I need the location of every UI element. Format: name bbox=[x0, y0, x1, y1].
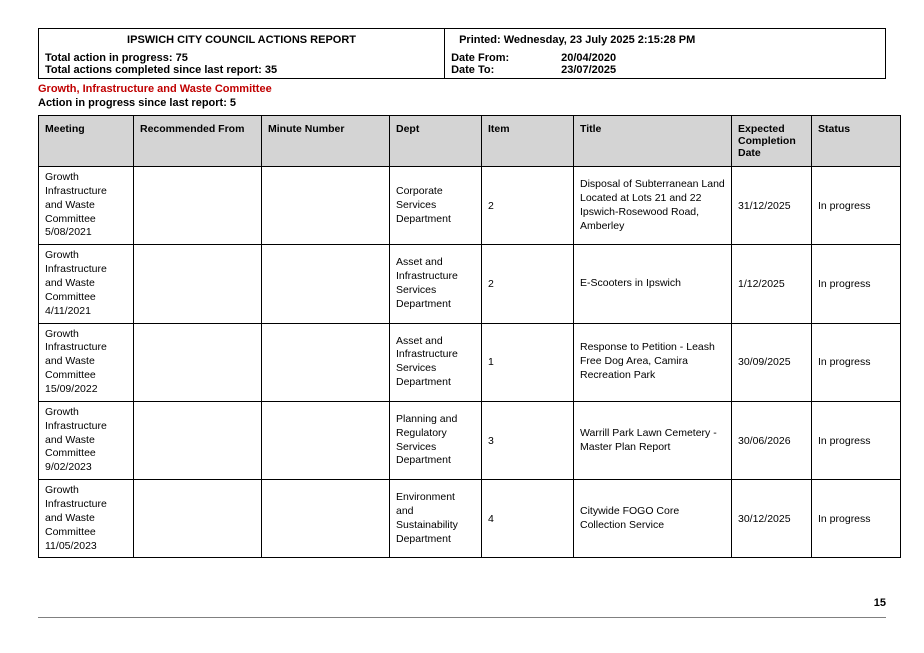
report-title-cell bbox=[39, 29, 445, 50]
cell-minute-number bbox=[262, 401, 390, 479]
cell-dept: Planning and Regulatory Services Department bbox=[390, 401, 482, 479]
cell-title: E-Scooters in Ipswich bbox=[574, 245, 732, 323]
cell-status: In progress bbox=[812, 167, 901, 245]
date-from-row bbox=[451, 52, 879, 64]
column-header-title: Title bbox=[574, 116, 732, 167]
actions-table bbox=[38, 115, 901, 558]
cell-expected-completion-date: 1/12/2025 bbox=[732, 245, 812, 323]
cell-recommended-from bbox=[134, 245, 262, 323]
cell-title: Response to Petition - Leash Free Dog Area, Camira Recreation Park bbox=[574, 323, 732, 401]
date-to-row bbox=[451, 64, 879, 76]
printed-label: Printed: Wednesday, 23 July 2025 2:15:28 PM bbox=[459, 34, 696, 46]
cell-item: 2 bbox=[482, 245, 574, 323]
cell-title: Warrill Park Lawn Cemetery - Master Plan Report bbox=[574, 401, 732, 479]
cell-item: 3 bbox=[482, 401, 574, 479]
cell-status: In progress bbox=[812, 245, 901, 323]
cell-item: 1 bbox=[482, 323, 574, 401]
totals-cell bbox=[39, 50, 445, 78]
cell-recommended-from bbox=[134, 167, 262, 245]
cell-status: In progress bbox=[812, 401, 901, 479]
cell-expected-completion-date: 30/06/2026 bbox=[732, 401, 812, 479]
cell-minute-number bbox=[262, 480, 390, 558]
print-info-cell bbox=[445, 29, 885, 50]
report-header-title-row bbox=[39, 29, 885, 50]
date-from-label: Date From: bbox=[451, 52, 510, 64]
column-header-expected-completion-date: Expected Completion Date bbox=[732, 116, 812, 167]
cell-expected-completion-date: 30/09/2025 bbox=[732, 323, 812, 401]
actions-table-body bbox=[39, 167, 901, 558]
table-row bbox=[39, 167, 901, 245]
date-range-cell bbox=[445, 50, 885, 78]
cell-expected-completion-date: 30/12/2025 bbox=[732, 480, 812, 558]
cell-recommended-from bbox=[134, 480, 262, 558]
cell-meeting: Growth Infrastructure and Waste Committee 11/05/2023 bbox=[39, 480, 134, 558]
cell-meeting: Growth Infrastructure and Waste Committee 15/09/2022 bbox=[39, 323, 134, 401]
cell-title: Disposal of Subterranean Land Located at Lots 21 and 22 Ipswich-Rosewood Road, Amberley bbox=[574, 167, 732, 245]
cell-status: In progress bbox=[812, 323, 901, 401]
committee-title: Growth, Infrastructure and Waste Committee bbox=[38, 83, 272, 95]
page-number: 15 bbox=[873, 597, 886, 609]
cell-expected-completion-date: 31/12/2025 bbox=[732, 167, 812, 245]
column-header-item: Item bbox=[482, 116, 574, 167]
total-in-progress: Total action in progress: 75 bbox=[45, 52, 188, 64]
date-to-label: Date To: bbox=[451, 64, 495, 76]
table-row bbox=[39, 480, 901, 558]
actions-table-header bbox=[39, 116, 901, 167]
actions-table-container bbox=[38, 115, 900, 558]
table-row bbox=[39, 245, 901, 323]
cell-meeting: Growth Infrastructure and Waste Committee 4/11/2021 bbox=[39, 245, 134, 323]
cell-meeting: Growth Infrastructure and Waste Committee 5/08/2021 bbox=[39, 167, 134, 245]
cell-dept: Asset and Infrastructure Services Department bbox=[390, 323, 482, 401]
column-header-dept: Dept bbox=[390, 116, 482, 167]
date-to-value: 23/07/2025 bbox=[561, 64, 617, 76]
table-header-row bbox=[39, 116, 901, 167]
date-from-value: 20/04/2020 bbox=[561, 52, 617, 64]
column-header-status: Status bbox=[812, 116, 901, 167]
column-header-recommended-from: Recommended From bbox=[134, 116, 262, 167]
footer-divider bbox=[38, 617, 886, 618]
cell-minute-number bbox=[262, 323, 390, 401]
cell-recommended-from bbox=[134, 323, 262, 401]
cell-minute-number bbox=[262, 167, 390, 245]
cell-dept: Corporate Services Department bbox=[390, 167, 482, 245]
report-title: IPSWICH CITY COUNCIL ACTIONS REPORT bbox=[127, 34, 357, 46]
cell-item: 4 bbox=[482, 480, 574, 558]
cell-title: Citywide FOGO Core Collection Service bbox=[574, 480, 732, 558]
report-header-detail-row bbox=[39, 50, 885, 78]
table-row bbox=[39, 401, 901, 479]
cell-dept: Environment and Sustainability Department bbox=[390, 480, 482, 558]
cell-meeting: Growth Infrastructure and Waste Committee 9/02/2023 bbox=[39, 401, 134, 479]
actions-in-progress-count: Action in progress since last report: 5 bbox=[38, 97, 237, 109]
column-header-minute-number: Minute Number bbox=[262, 116, 390, 167]
cell-minute-number bbox=[262, 245, 390, 323]
cell-dept: Asset and Infrastructure Services Department bbox=[390, 245, 482, 323]
cell-item: 2 bbox=[482, 167, 574, 245]
cell-status: In progress bbox=[812, 480, 901, 558]
total-completed: Total actions completed since last report: 35 bbox=[45, 64, 278, 76]
cell-recommended-from bbox=[134, 401, 262, 479]
column-header-meeting: Meeting bbox=[39, 116, 134, 167]
report-header-box bbox=[38, 28, 886, 79]
table-row bbox=[39, 323, 901, 401]
